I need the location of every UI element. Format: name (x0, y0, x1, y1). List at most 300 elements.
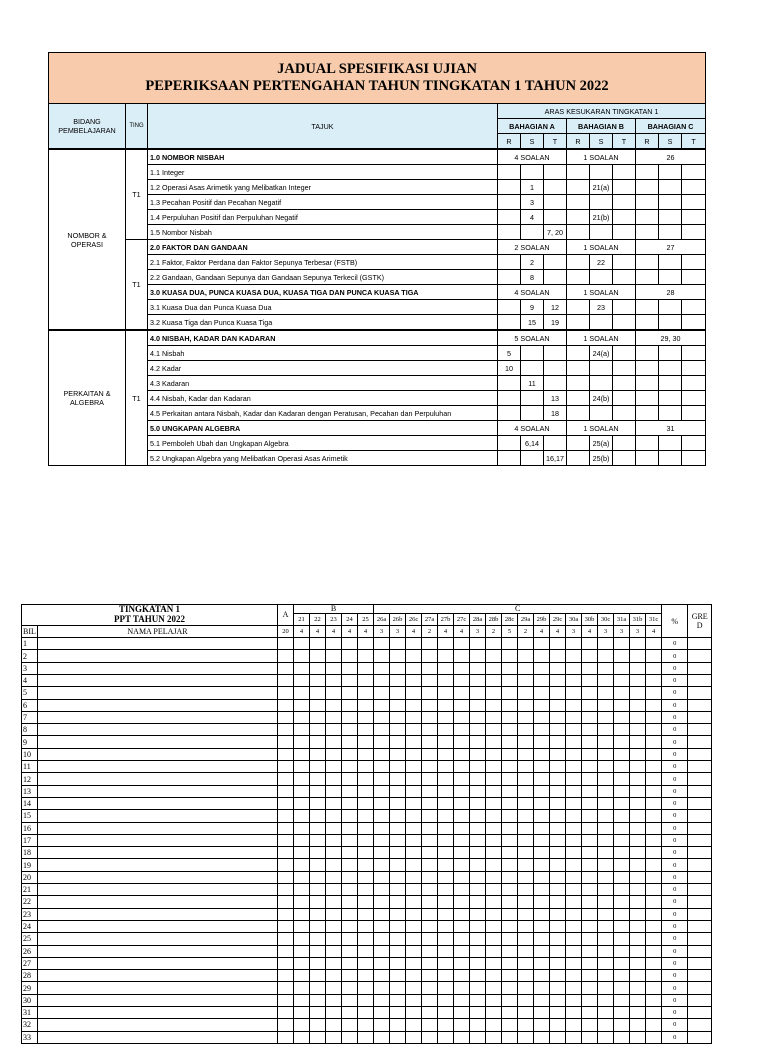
mark-cell[interactable] (374, 761, 390, 773)
mark-cell[interactable] (438, 687, 454, 699)
mark-cell[interactable] (358, 933, 374, 945)
mark-cell[interactable] (326, 736, 342, 748)
gred-cell[interactable] (688, 810, 712, 822)
mark-cell[interactable] (550, 920, 566, 932)
mark-cell[interactable] (470, 834, 486, 846)
mark-cell[interactable] (278, 650, 294, 662)
mark-cell[interactable] (566, 834, 582, 846)
gred-cell[interactable] (688, 674, 712, 686)
mark-cell[interactable] (598, 662, 614, 674)
gred-cell[interactable] (688, 1007, 712, 1019)
mark-cell[interactable] (534, 982, 550, 994)
mark-cell[interactable] (406, 638, 422, 650)
mark-cell[interactable] (614, 761, 630, 773)
mark-cell[interactable] (598, 797, 614, 809)
mark-cell[interactable] (374, 871, 390, 883)
mark-cell[interactable] (614, 896, 630, 908)
mark-cell[interactable] (390, 638, 406, 650)
mark-cell[interactable] (614, 674, 630, 686)
mark-cell[interactable] (422, 933, 438, 945)
mark-cell[interactable] (374, 896, 390, 908)
gred-cell[interactable] (688, 736, 712, 748)
mark-cell[interactable] (374, 957, 390, 969)
mark-cell[interactable] (374, 920, 390, 932)
mark-cell[interactable] (294, 699, 310, 711)
mark-cell[interactable] (310, 650, 326, 662)
mark-cell[interactable] (326, 761, 342, 773)
mark-cell[interactable] (438, 638, 454, 650)
mark-cell[interactable] (342, 994, 358, 1006)
mark-cell[interactable] (342, 699, 358, 711)
mark-cell[interactable] (550, 674, 566, 686)
mark-cell[interactable] (582, 1007, 598, 1019)
mark-cell[interactable] (358, 994, 374, 1006)
mark-cell[interactable] (326, 650, 342, 662)
mark-cell[interactable] (358, 896, 374, 908)
mark-cell[interactable] (630, 687, 646, 699)
mark-cell[interactable] (534, 650, 550, 662)
mark-cell[interactable] (582, 1019, 598, 1031)
mark-cell[interactable] (310, 847, 326, 859)
mark-cell[interactable] (630, 736, 646, 748)
gred-cell[interactable] (688, 699, 712, 711)
mark-cell[interactable] (502, 711, 518, 723)
mark-cell[interactable] (438, 847, 454, 859)
student-name-cell[interactable] (38, 871, 278, 883)
mark-cell[interactable] (598, 896, 614, 908)
mark-cell[interactable] (390, 1019, 406, 1031)
mark-cell[interactable] (358, 834, 374, 846)
mark-cell[interactable] (646, 982, 662, 994)
mark-cell[interactable] (646, 822, 662, 834)
mark-cell[interactable] (630, 1019, 646, 1031)
mark-cell[interactable] (294, 945, 310, 957)
mark-cell[interactable] (358, 1031, 374, 1043)
mark-cell[interactable] (278, 761, 294, 773)
mark-cell[interactable] (310, 810, 326, 822)
mark-cell[interactable] (502, 1019, 518, 1031)
mark-cell[interactable] (374, 847, 390, 859)
mark-cell[interactable] (406, 1031, 422, 1043)
mark-cell[interactable] (342, 674, 358, 686)
mark-cell[interactable] (614, 945, 630, 957)
mark-cell[interactable] (342, 834, 358, 846)
mark-cell[interactable] (374, 650, 390, 662)
student-name-cell[interactable] (38, 1031, 278, 1043)
mark-cell[interactable] (326, 687, 342, 699)
mark-cell[interactable] (550, 736, 566, 748)
mark-cell[interactable] (310, 736, 326, 748)
mark-cell[interactable] (518, 957, 534, 969)
mark-cell[interactable] (374, 674, 390, 686)
mark-cell[interactable] (358, 957, 374, 969)
mark-cell[interactable] (486, 674, 502, 686)
mark-cell[interactable] (358, 859, 374, 871)
mark-cell[interactable] (454, 847, 470, 859)
mark-cell[interactable] (278, 945, 294, 957)
mark-cell[interactable] (470, 650, 486, 662)
mark-cell[interactable] (502, 933, 518, 945)
student-name-cell[interactable] (38, 724, 278, 736)
mark-cell[interactable] (358, 748, 374, 760)
mark-cell[interactable] (518, 810, 534, 822)
gred-cell[interactable] (688, 859, 712, 871)
mark-cell[interactable] (278, 748, 294, 760)
mark-cell[interactable] (566, 1019, 582, 1031)
mark-cell[interactable] (438, 650, 454, 662)
mark-cell[interactable] (598, 674, 614, 686)
mark-cell[interactable] (358, 662, 374, 674)
mark-cell[interactable] (342, 687, 358, 699)
mark-cell[interactable] (518, 724, 534, 736)
mark-cell[interactable] (614, 834, 630, 846)
mark-cell[interactable] (582, 662, 598, 674)
mark-cell[interactable] (518, 1007, 534, 1019)
mark-cell[interactable] (454, 1031, 470, 1043)
mark-cell[interactable] (358, 847, 374, 859)
mark-cell[interactable] (390, 884, 406, 896)
mark-cell[interactable] (518, 1019, 534, 1031)
mark-cell[interactable] (598, 970, 614, 982)
mark-cell[interactable] (422, 810, 438, 822)
mark-cell[interactable] (630, 810, 646, 822)
mark-cell[interactable] (438, 834, 454, 846)
mark-cell[interactable] (486, 810, 502, 822)
mark-cell[interactable] (454, 945, 470, 957)
mark-cell[interactable] (390, 699, 406, 711)
mark-cell[interactable] (614, 785, 630, 797)
mark-cell[interactable] (566, 687, 582, 699)
mark-cell[interactable] (534, 1019, 550, 1031)
mark-cell[interactable] (582, 859, 598, 871)
mark-cell[interactable] (470, 773, 486, 785)
mark-cell[interactable] (502, 736, 518, 748)
mark-cell[interactable] (486, 982, 502, 994)
mark-cell[interactable] (438, 994, 454, 1006)
mark-cell[interactable] (582, 810, 598, 822)
mark-cell[interactable] (646, 736, 662, 748)
mark-cell[interactable] (422, 982, 438, 994)
mark-cell[interactable] (598, 884, 614, 896)
mark-cell[interactable] (646, 945, 662, 957)
mark-cell[interactable] (502, 859, 518, 871)
mark-cell[interactable] (614, 810, 630, 822)
mark-cell[interactable] (630, 650, 646, 662)
mark-cell[interactable] (438, 920, 454, 932)
mark-cell[interactable] (422, 847, 438, 859)
mark-cell[interactable] (550, 822, 566, 834)
mark-cell[interactable] (470, 920, 486, 932)
mark-cell[interactable] (422, 884, 438, 896)
mark-cell[interactable] (550, 810, 566, 822)
mark-cell[interactable] (566, 674, 582, 686)
mark-cell[interactable] (518, 871, 534, 883)
mark-cell[interactable] (278, 859, 294, 871)
mark-cell[interactable] (518, 920, 534, 932)
mark-cell[interactable] (310, 638, 326, 650)
mark-cell[interactable] (278, 724, 294, 736)
mark-cell[interactable] (454, 1007, 470, 1019)
student-name-cell[interactable] (38, 638, 278, 650)
gred-cell[interactable] (688, 847, 712, 859)
gred-cell[interactable] (688, 724, 712, 736)
mark-cell[interactable] (502, 638, 518, 650)
mark-cell[interactable] (614, 748, 630, 760)
mark-cell[interactable] (438, 908, 454, 920)
student-name-cell[interactable] (38, 797, 278, 809)
mark-cell[interactable] (454, 650, 470, 662)
mark-cell[interactable] (646, 896, 662, 908)
student-name-cell[interactable] (38, 662, 278, 674)
mark-cell[interactable] (406, 736, 422, 748)
gred-cell[interactable] (688, 1031, 712, 1043)
mark-cell[interactable] (310, 797, 326, 809)
mark-cell[interactable] (486, 785, 502, 797)
mark-cell[interactable] (646, 1019, 662, 1031)
mark-cell[interactable] (310, 945, 326, 957)
mark-cell[interactable] (342, 650, 358, 662)
mark-cell[interactable] (390, 859, 406, 871)
mark-cell[interactable] (310, 908, 326, 920)
mark-cell[interactable] (454, 920, 470, 932)
mark-cell[interactable] (406, 945, 422, 957)
mark-cell[interactable] (582, 847, 598, 859)
mark-cell[interactable] (390, 810, 406, 822)
mark-cell[interactable] (374, 724, 390, 736)
mark-cell[interactable] (406, 822, 422, 834)
mark-cell[interactable] (502, 847, 518, 859)
mark-cell[interactable] (390, 982, 406, 994)
mark-cell[interactable] (422, 638, 438, 650)
mark-cell[interactable] (294, 674, 310, 686)
mark-cell[interactable] (486, 638, 502, 650)
mark-cell[interactable] (310, 711, 326, 723)
mark-cell[interactable] (582, 748, 598, 760)
mark-cell[interactable] (566, 871, 582, 883)
mark-cell[interactable] (582, 896, 598, 908)
mark-cell[interactable] (438, 810, 454, 822)
mark-cell[interactable] (422, 785, 438, 797)
mark-cell[interactable] (310, 970, 326, 982)
mark-cell[interactable] (518, 1031, 534, 1043)
mark-cell[interactable] (614, 994, 630, 1006)
mark-cell[interactable] (518, 994, 534, 1006)
mark-cell[interactable] (422, 822, 438, 834)
mark-cell[interactable] (326, 1031, 342, 1043)
mark-cell[interactable] (534, 896, 550, 908)
mark-cell[interactable] (598, 822, 614, 834)
mark-cell[interactable] (374, 748, 390, 760)
mark-cell[interactable] (358, 724, 374, 736)
mark-cell[interactable] (582, 711, 598, 723)
mark-cell[interactable] (374, 1007, 390, 1019)
mark-cell[interactable] (566, 822, 582, 834)
mark-cell[interactable] (614, 724, 630, 736)
mark-cell[interactable] (390, 736, 406, 748)
mark-cell[interactable] (342, 822, 358, 834)
mark-cell[interactable] (326, 859, 342, 871)
mark-cell[interactable] (438, 1031, 454, 1043)
mark-cell[interactable] (550, 908, 566, 920)
mark-cell[interactable] (422, 896, 438, 908)
mark-cell[interactable] (566, 884, 582, 896)
gred-cell[interactable] (688, 896, 712, 908)
mark-cell[interactable] (614, 797, 630, 809)
mark-cell[interactable] (630, 822, 646, 834)
mark-cell[interactable] (294, 822, 310, 834)
mark-cell[interactable] (294, 797, 310, 809)
mark-cell[interactable] (342, 871, 358, 883)
mark-cell[interactable] (582, 773, 598, 785)
mark-cell[interactable] (406, 859, 422, 871)
mark-cell[interactable] (374, 970, 390, 982)
student-name-cell[interactable] (38, 785, 278, 797)
mark-cell[interactable] (294, 1007, 310, 1019)
mark-cell[interactable] (518, 736, 534, 748)
mark-cell[interactable] (438, 982, 454, 994)
mark-cell[interactable] (454, 711, 470, 723)
mark-cell[interactable] (566, 810, 582, 822)
mark-cell[interactable] (534, 847, 550, 859)
mark-cell[interactable] (326, 920, 342, 932)
student-name-cell[interactable] (38, 957, 278, 969)
mark-cell[interactable] (518, 674, 534, 686)
mark-cell[interactable] (550, 1019, 566, 1031)
mark-cell[interactable] (630, 785, 646, 797)
mark-cell[interactable] (630, 871, 646, 883)
mark-cell[interactable] (438, 945, 454, 957)
mark-cell[interactable] (630, 797, 646, 809)
mark-cell[interactable] (582, 674, 598, 686)
mark-cell[interactable] (358, 687, 374, 699)
mark-cell[interactable] (422, 662, 438, 674)
mark-cell[interactable] (422, 736, 438, 748)
mark-cell[interactable] (390, 785, 406, 797)
mark-cell[interactable] (342, 662, 358, 674)
mark-cell[interactable] (550, 994, 566, 1006)
mark-cell[interactable] (294, 957, 310, 969)
mark-cell[interactable] (614, 773, 630, 785)
mark-cell[interactable] (438, 957, 454, 969)
mark-cell[interactable] (630, 994, 646, 1006)
mark-cell[interactable] (534, 810, 550, 822)
mark-cell[interactable] (294, 687, 310, 699)
mark-cell[interactable] (534, 871, 550, 883)
mark-cell[interactable] (454, 638, 470, 650)
gred-cell[interactable] (688, 785, 712, 797)
mark-cell[interactable] (326, 834, 342, 846)
mark-cell[interactable] (566, 773, 582, 785)
mark-cell[interactable] (598, 859, 614, 871)
mark-cell[interactable] (326, 908, 342, 920)
mark-cell[interactable] (502, 945, 518, 957)
gred-cell[interactable] (688, 1019, 712, 1031)
mark-cell[interactable] (422, 957, 438, 969)
student-name-cell[interactable] (38, 761, 278, 773)
mark-cell[interactable] (374, 945, 390, 957)
mark-cell[interactable] (550, 724, 566, 736)
mark-cell[interactable] (550, 970, 566, 982)
mark-cell[interactable] (470, 711, 486, 723)
mark-cell[interactable] (406, 1007, 422, 1019)
mark-cell[interactable] (502, 920, 518, 932)
mark-cell[interactable] (454, 859, 470, 871)
mark-cell[interactable] (406, 810, 422, 822)
mark-cell[interactable] (470, 1007, 486, 1019)
mark-cell[interactable] (278, 687, 294, 699)
mark-cell[interactable] (486, 896, 502, 908)
gred-cell[interactable] (688, 970, 712, 982)
mark-cell[interactable] (614, 920, 630, 932)
mark-cell[interactable] (598, 982, 614, 994)
gred-cell[interactable] (688, 662, 712, 674)
mark-cell[interactable] (598, 773, 614, 785)
mark-cell[interactable] (294, 859, 310, 871)
mark-cell[interactable] (486, 761, 502, 773)
mark-cell[interactable] (646, 761, 662, 773)
mark-cell[interactable] (278, 711, 294, 723)
gred-cell[interactable] (688, 822, 712, 834)
mark-cell[interactable] (646, 638, 662, 650)
mark-cell[interactable] (550, 982, 566, 994)
student-name-cell[interactable] (38, 748, 278, 760)
mark-cell[interactable] (374, 810, 390, 822)
mark-cell[interactable] (550, 699, 566, 711)
mark-cell[interactable] (294, 871, 310, 883)
mark-cell[interactable] (598, 933, 614, 945)
mark-cell[interactable] (374, 699, 390, 711)
mark-cell[interactable] (358, 797, 374, 809)
mark-cell[interactable] (342, 711, 358, 723)
mark-cell[interactable] (646, 810, 662, 822)
mark-cell[interactable] (470, 724, 486, 736)
mark-cell[interactable] (598, 748, 614, 760)
mark-cell[interactable] (310, 871, 326, 883)
mark-cell[interactable] (534, 761, 550, 773)
mark-cell[interactable] (630, 945, 646, 957)
mark-cell[interactable] (518, 908, 534, 920)
mark-cell[interactable] (422, 871, 438, 883)
mark-cell[interactable] (502, 822, 518, 834)
mark-cell[interactable] (630, 847, 646, 859)
mark-cell[interactable] (518, 970, 534, 982)
mark-cell[interactable] (630, 834, 646, 846)
gred-cell[interactable] (688, 773, 712, 785)
mark-cell[interactable] (342, 896, 358, 908)
mark-cell[interactable] (550, 748, 566, 760)
mark-cell[interactable] (358, 699, 374, 711)
mark-cell[interactable] (374, 908, 390, 920)
mark-cell[interactable] (278, 994, 294, 1006)
mark-cell[interactable] (646, 1007, 662, 1019)
mark-cell[interactable] (454, 810, 470, 822)
mark-cell[interactable] (630, 662, 646, 674)
mark-cell[interactable] (278, 810, 294, 822)
mark-cell[interactable] (582, 687, 598, 699)
mark-cell[interactable] (598, 650, 614, 662)
mark-cell[interactable] (614, 1007, 630, 1019)
mark-cell[interactable] (518, 748, 534, 760)
mark-cell[interactable] (374, 822, 390, 834)
mark-cell[interactable] (646, 957, 662, 969)
mark-cell[interactable] (406, 871, 422, 883)
mark-cell[interactable] (550, 834, 566, 846)
mark-cell[interactable] (326, 1019, 342, 1031)
mark-cell[interactable] (294, 834, 310, 846)
mark-cell[interactable] (470, 674, 486, 686)
mark-cell[interactable] (582, 785, 598, 797)
mark-cell[interactable] (502, 761, 518, 773)
